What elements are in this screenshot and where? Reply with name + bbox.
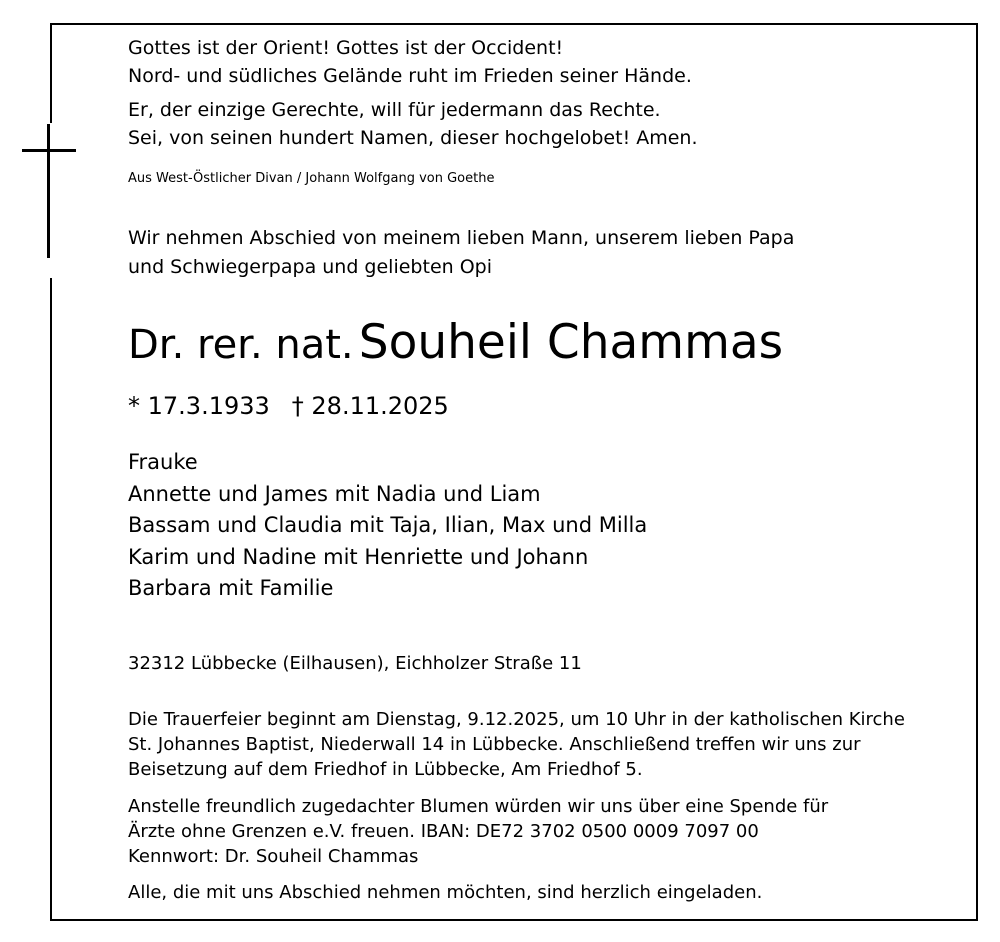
poem-line: Gottes ist der Orient! Gottes ist der Occident! xyxy=(128,37,564,59)
academic-title: Dr. rer. nat. xyxy=(128,322,354,368)
life-dates xyxy=(128,390,958,422)
family-list xyxy=(128,447,958,605)
poem-source: Aus West-Östlicher Divan / Johann Wolfgang von Goethe xyxy=(128,171,495,186)
border-right xyxy=(976,23,978,921)
closing-text: Alle, die mit uns Abschied nehmen möchten, sind herzlich eingeladen. xyxy=(128,881,763,903)
poem-line: Er, der einzige Gerechte, will für jedermann das Rechte. xyxy=(128,99,661,121)
donation-line: Anstelle freundlich zugedachter Blumen würden wir uns über eine Spende für xyxy=(128,795,829,817)
border-bottom xyxy=(50,919,978,921)
family-member: Karim und Nadine mit Henriette und Johann xyxy=(128,544,589,569)
intro-line: Wir nehmen Abschied von meinem lieben Mann, unserem lieben Papa xyxy=(128,227,795,249)
address: 32312 Lübbecke (Eilhausen), Eichholzer Straße 11 xyxy=(128,652,582,674)
family-member: Barbara mit Familie xyxy=(128,576,334,600)
poem xyxy=(128,34,958,152)
funeral-info xyxy=(128,707,958,782)
obituary-content xyxy=(128,34,958,906)
death-date: † 28.11.2025 xyxy=(291,392,449,420)
family-member: Frauke xyxy=(128,450,198,474)
cross-icon xyxy=(22,124,78,258)
family-member: Annette und James mit Nadia und Liam xyxy=(128,481,541,506)
birth-date: * 17.3.1933 xyxy=(128,392,270,420)
family-member: Bassam und Claudia mit Taja, Ilian, Max und Milla xyxy=(128,513,648,537)
intro-line: und Schwiegerpapa und geliebten Opi xyxy=(128,256,493,278)
donation-info xyxy=(128,794,958,869)
donation-line: Kennwort: Dr. Souheil Chammas xyxy=(128,845,419,867)
poem-line: Nord- und südliches Gelände ruht im Frieden seiner Hände. xyxy=(128,65,692,87)
funeral-line: St. Johannes Baptist, Niederwall 14 in Lübbecke. Anschließend treffen wir uns zur xyxy=(128,733,861,755)
border-top xyxy=(50,23,976,25)
funeral-line: Beisetzung auf dem Friedhof in Lübbecke, Am Friedhof 5. xyxy=(128,758,643,780)
donation-line: Ärzte ohne Grenzen e.V. freuen. IBAN: DE72 3702 0500 0009 7097 00 xyxy=(128,820,759,842)
deceased-name xyxy=(128,312,958,384)
border-left-lower xyxy=(50,278,52,921)
funeral-line: Die Trauerfeier beginnt am Dienstag, 9.12.2025, um 10 Uhr in der katholischen Kirche xyxy=(128,708,905,730)
border-left-upper xyxy=(50,23,52,123)
poem-line: Sei, von seinen hundert Namen, dieser hochgelobet! Amen. xyxy=(128,127,698,149)
intro-text xyxy=(128,224,958,282)
full-name: Souheil Chammas xyxy=(358,315,784,370)
